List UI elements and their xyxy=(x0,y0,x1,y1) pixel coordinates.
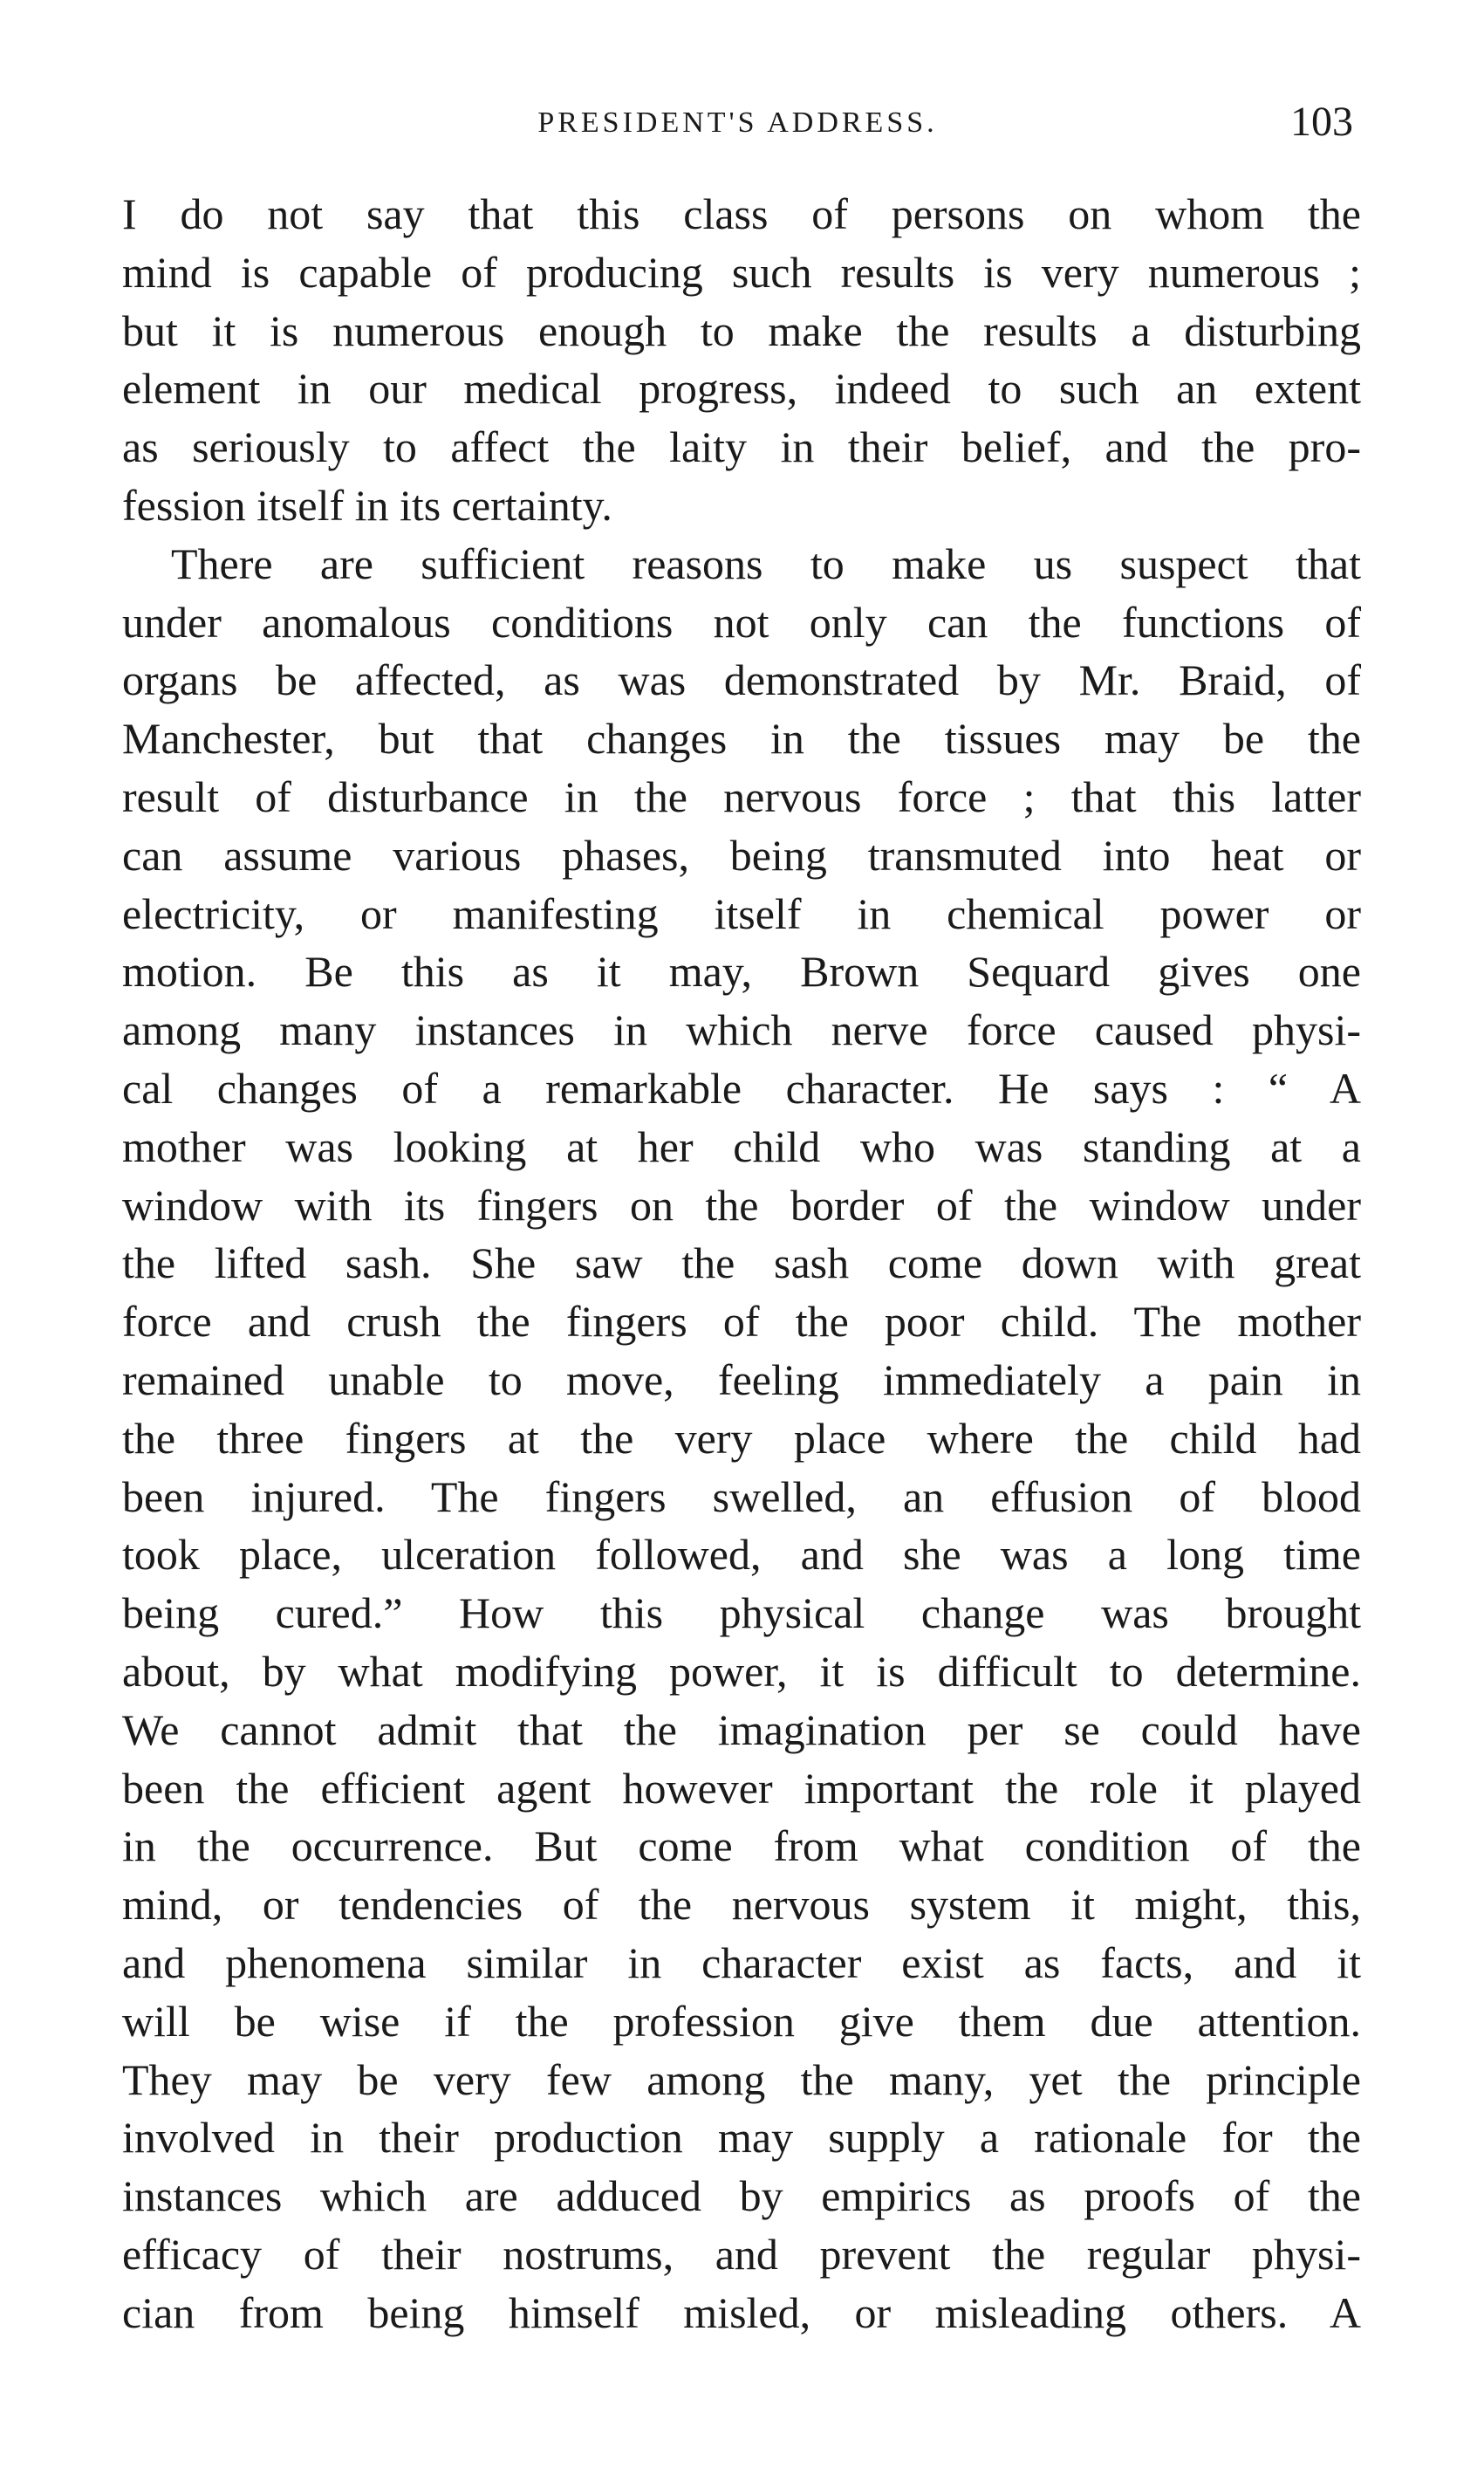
text-line: been injured. The fingers swelled, an effusion of blood xyxy=(122,1471,1361,1521)
text-line: cal changes of a remarkable character. He says : “ A xyxy=(122,1063,1361,1113)
text-line: under anomalous conditions not only can the functions of xyxy=(122,597,1361,647)
text-line: will be wise if the profession give them due attention. xyxy=(122,1996,1361,2046)
text-line: window with its fingers on the border of the window under xyxy=(122,1180,1361,1230)
text-line: efficacy of their nostrums, and prevent the regular physi- xyxy=(122,2229,1361,2279)
text-line: remained unable to move, feeling immediately a pain in xyxy=(122,1354,1361,1404)
text-line: Manchester, but that changes in the tissues may be the xyxy=(122,714,1361,764)
text-line: being cured.” How this physical change was brought xyxy=(122,1588,1361,1638)
text-line: but it is numerous enough to make the results a disturbing xyxy=(122,305,1361,355)
text-line: organs be affected, as was demonstrated by Mr. Braid, of xyxy=(122,655,1361,705)
text-line: There are sufficient reasons to make us suspect that xyxy=(171,538,1361,588)
running-head xyxy=(122,94,1353,155)
text-line: been the efficient agent however important the role it played xyxy=(122,1763,1361,1813)
text-line: motion. Be this as it may, Brown Sequard gives one xyxy=(122,947,1361,997)
text-line: cian from being himself misled, or misleading others. A xyxy=(122,2287,1361,2337)
text-line: instances which are adduced by empirics as proofs of the xyxy=(122,2171,1361,2221)
text-line: result of disturbance in the nervous force ; that this latter xyxy=(122,771,1361,821)
text-line: I do not say that this class of persons on whom the xyxy=(122,189,1361,238)
running-title: PRESIDENT'S ADDRESS. xyxy=(537,106,938,139)
text-line: as seriously to affect the laity in their belief, and the pro- xyxy=(122,422,1361,472)
text-line: the lifted sash. She saw the sash come down with great xyxy=(122,1238,1361,1288)
text-line: about, by what modifying power, it is difficult to determine. xyxy=(122,1646,1361,1696)
text-line: the three fingers at the very place where the child had xyxy=(122,1413,1361,1463)
text-line: mind is capable of producing such results is very numerous ; xyxy=(122,247,1361,297)
text-line: among many instances in which nerve force caused physi- xyxy=(122,1005,1361,1055)
text-line: We cannot admit that the imagination per se could have xyxy=(122,1704,1361,1754)
text-line: mother was looking at her child who was standing at a xyxy=(122,1121,1361,1171)
text-line: involved in their production may supply a rationale for the xyxy=(122,2113,1361,2163)
text-line: took place, ulceration followed, and she was a long time xyxy=(122,1530,1361,1580)
text-line: and phenomena similar in character exist as facts, and it xyxy=(122,1937,1361,1987)
text-line: in the occurrence. But come from what condition of the xyxy=(122,1821,1361,1871)
text-line: can assume various phases, being transmuted into heat or xyxy=(122,830,1361,880)
body-text xyxy=(122,185,1361,2342)
text-line: fession itself in its certainty. xyxy=(122,480,612,530)
text-line: electricity, or manifesting itself in chemical power or xyxy=(122,888,1361,938)
text-line: element in our medical progress, indeed to such an extent xyxy=(122,364,1361,414)
text-line: force and crush the fingers of the poor child. The mother xyxy=(122,1297,1361,1347)
page-number: 103 xyxy=(1290,99,1353,145)
text-line: They may be very few among the many, yet the principle xyxy=(122,2054,1361,2104)
text-line: mind, or tendencies of the nervous system it might, this, xyxy=(122,1880,1361,1930)
